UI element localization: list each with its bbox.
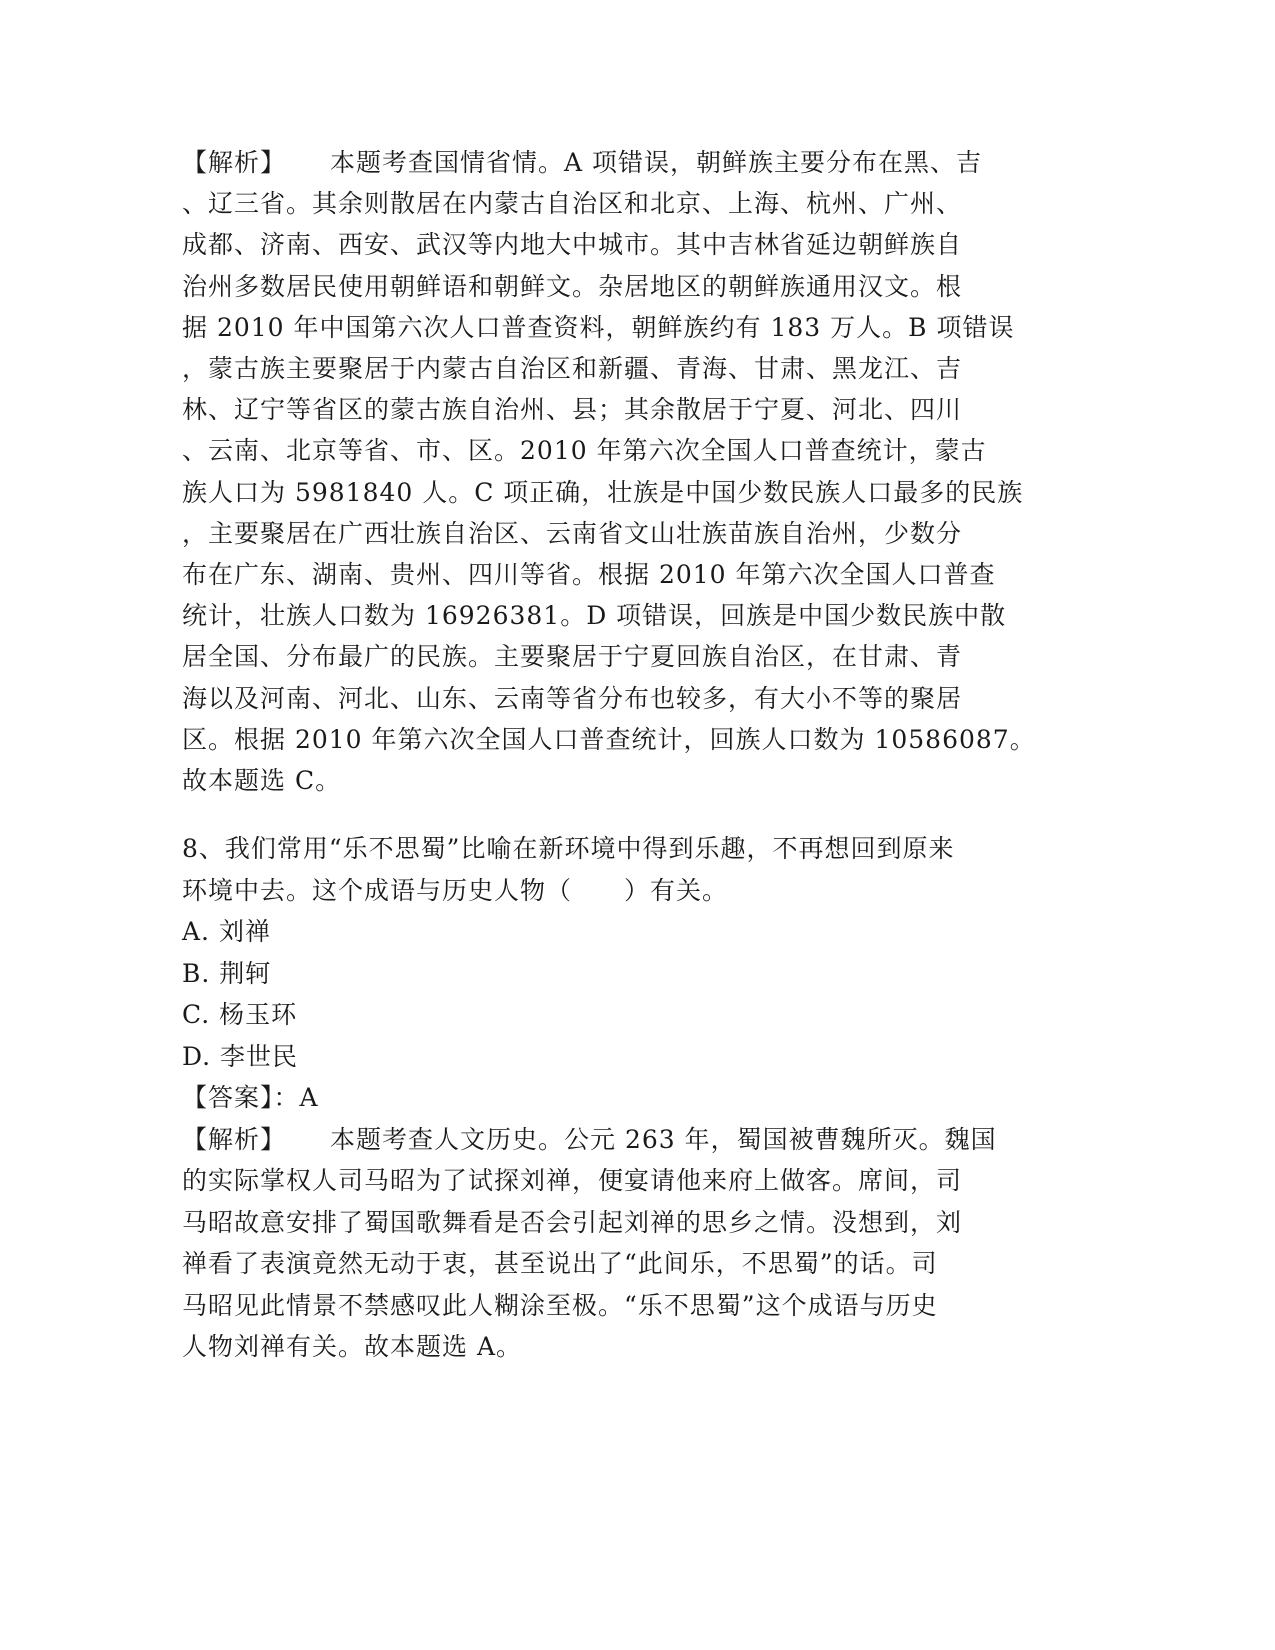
- question-8: [182, 828, 1042, 1368]
- option-b: B. 荆轲: [182, 958, 272, 988]
- analysis-line: 【解析】 本题考查人文历史。公元 263 年，蜀国被曹魏所灭。魏国: [182, 1124, 997, 1154]
- analysis-line: 马昭故意安排了蜀国歌舞看是否会引起刘禅的思乡之情。没想到，刘: [182, 1207, 963, 1237]
- analysis-line: 成都、济南、西安、武汉等内地大中城市。其中吉林省延边朝鲜族自: [182, 230, 963, 260]
- analysis-label: 【解析】: [182, 148, 287, 177]
- analysis-line: 【解析】 本题考查国情省情。A 项错误，朝鲜族主要分布在黑、吉: [182, 148, 983, 177]
- analysis-line: 、辽三省。其余则散居在内蒙古自治区和北京、上海、杭州、广州、: [182, 189, 963, 219]
- analysis-line: 居全国、分布最广的民族。主要聚居于宁夏回族自治区，在甘肃、青: [182, 642, 963, 672]
- analysis-q7: [182, 142, 1042, 801]
- analysis-line: 的实际掌权人司马昭为了试探刘禅，便宴请他来府上做客。席间，司: [182, 1166, 963, 1196]
- option-d: D. 李世民: [182, 1041, 299, 1071]
- analysis-line: 族人口为 5981840 人。C 项正确，壮族是中国少数民族人口最多的民族: [182, 477, 1024, 507]
- document-page: [182, 142, 1042, 1368]
- analysis-line: 马昭见此情景不禁感叹此人糊涂至极。“乐不思蜀”这个成语与历史: [182, 1290, 938, 1320]
- analysis-line: 海以及河南、河北、山东、云南等省分布也较多，有大小不等的聚居: [182, 683, 963, 713]
- analysis-line: 据 2010 年中国第六次人口普查资料，朝鲜族约有 183 万人。B 项错误: [182, 312, 1015, 342]
- analysis-line: 布在广东、湖南、贵州、四川等省。根据 2010 年第六次全国人口普查: [182, 560, 996, 590]
- analysis-line: 林、辽宁等省区的蒙古族自治州、县；其余散居于宁夏、河北、四川: [182, 395, 963, 425]
- analysis-line: 人物刘禅有关。故本题选 A。: [182, 1332, 523, 1362]
- analysis-line: 故本题选 C。: [182, 766, 342, 796]
- question-stem: 8、我们常用“乐不思蜀”比喻在新环境中得到乐趣，不再想回到原来: [182, 834, 955, 864]
- analysis-line: 、云南、北京等省、市、区。2010 年第六次全国人口普查统计，蒙古: [182, 436, 987, 466]
- option-c: C. 杨玉环: [182, 1000, 298, 1030]
- analysis-line: ，蒙古族主要聚居于内蒙古自治区和新疆、青海、甘肃、黑龙江、吉: [182, 354, 963, 384]
- analysis-line: 禅看了表演竟然无动于衷，甚至说出了“此间乐，不思蜀”的话。司: [182, 1249, 938, 1279]
- analysis-line: 治州多数居民使用朝鲜语和朝鲜文。杂居地区的朝鲜族通用汉文。根: [182, 271, 963, 301]
- question-stem: 环境中去。这个成语与历史人物（ ）有关。: [182, 875, 729, 905]
- analysis-label: 【解析】: [182, 1124, 287, 1154]
- analysis-line: 区。根据 2010 年第六次全国人口普查统计，回族人口数为 10586087。: [182, 724, 1036, 754]
- answer: 【答案】：A: [182, 1083, 319, 1113]
- analysis-line: 统计，壮族人口数为 16926381。D 项错误，回族是中国少数民族中散: [182, 601, 1007, 631]
- analysis-line: ，主要聚居在广西壮族自治区、云南省文山壮族苗族自治州，少数分: [182, 518, 963, 548]
- option-a: A. 刘禅: [182, 917, 271, 947]
